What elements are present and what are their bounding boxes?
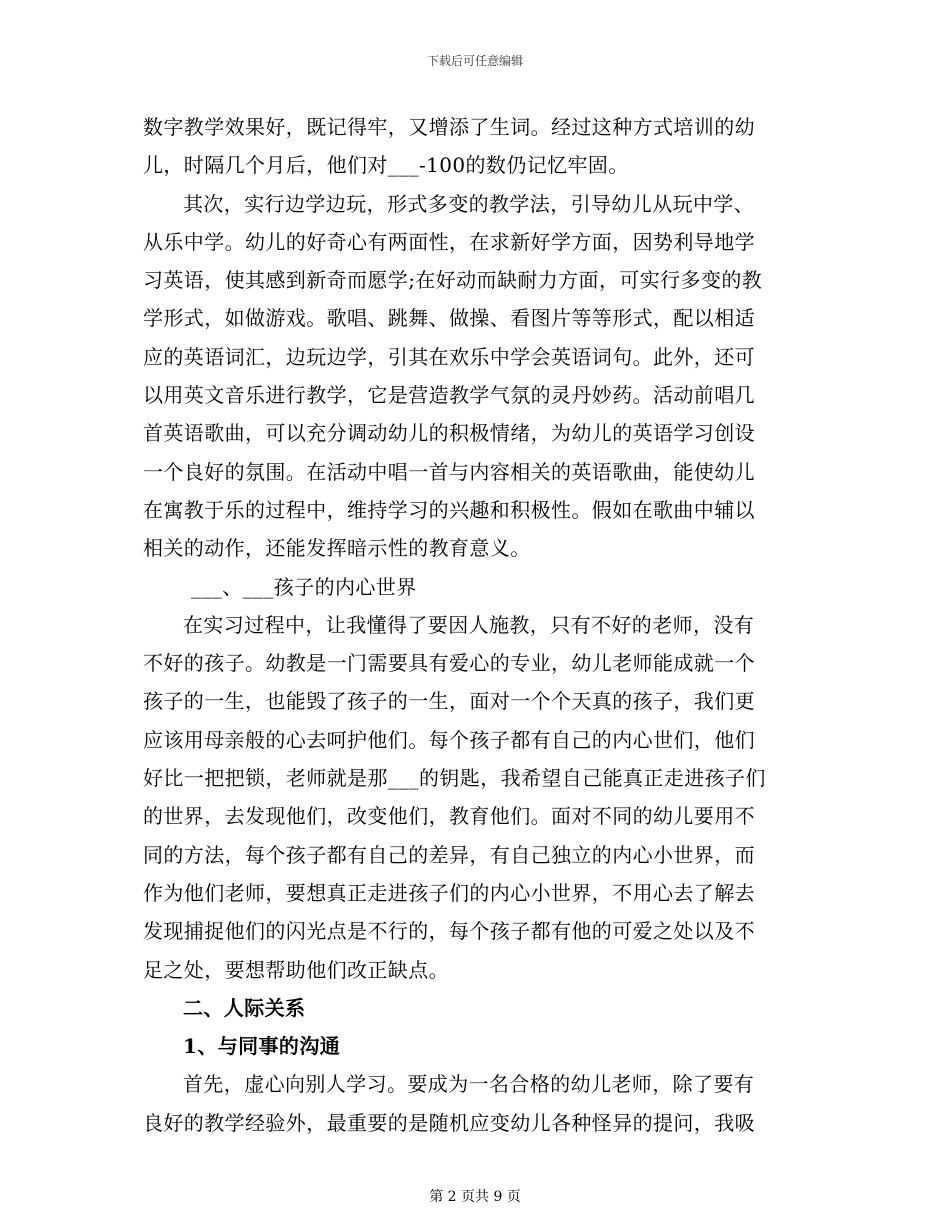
text-line: 以用英文音乐进行教学，它是营造教学气氛的灵丹妙药。活动前唱几 [143,383,755,408]
text-line: 从乐中学。幼儿的好奇心有两面性，在求新好学方面，因势利导地学 [143,229,755,254]
text-line: 习英语，使其感到新奇而愿学;在好动而缺耐力方面，可实行多变的教 [143,268,763,293]
text-line: 不好的孩子。幼教是一门需要具有爱心的专业，幼儿老师能成就一个 [143,651,755,676]
text-line: 在实习过程中，让我懂得了要因人施教，只有不好的老师，没有 [183,612,755,637]
text-line: 一个良好的氛围。在活动中唱一首与内容相关的英语歌曲，能使幼儿 [143,459,755,484]
text-line: 的世界，去发现他们，改变他们，教育他们。面对不同的幼儿要用不 [143,804,755,829]
section-subheading: ___、___孩子的内心世界 [191,574,417,599]
text-line: 相关的动作，还能发挥暗示性的教育意义。 [143,536,531,561]
document-body [143,108,805,1142]
text-line: 发现捕捉他们的闪光点是不行的，每个孩子都有他的可爱之处以及不 [143,919,755,944]
text-line: 首先，虚心向别人学习。要成为一名合格的幼儿老师，除了要有 [183,1072,755,1097]
text-line: 作为他们老师，要想真正走进孩子们的内心小世界，不用心去了解去 [143,880,755,905]
text-line: 好比一把把锁，老师就是那___的钥匙，我希望自己能真正走进孩子们 [143,766,766,791]
text-line: 孩子的一生，也能毁了孩子的一生，面对一个个天真的孩子，我们更 [143,689,755,714]
text-line: 首英语歌曲，可以充分调动幼儿的积极情绪，为幼儿的英语学习创设 [143,421,755,446]
text-line: 应的英语词汇，边玩边学，引其在欢乐中学会英语词句。此外，还可 [143,344,755,369]
text-line: 足之处，要想帮助他们改正缺点。 [143,957,449,982]
text-line: 数字教学效果好，既记得牢，又增添了生词。经过这种方式培训的幼 [143,115,755,139]
text-line: 在寓教于乐的过程中，维持学习的兴趣和积极性。假如在歌曲中辅以 [143,497,755,522]
page-footer: 第 2 页共 9 页 [429,1189,521,1205]
text-line: 同的方法，每个孩子都有自己的差异，有自己独立的内心小世界，而 [143,842,755,867]
text-line: 其次，实行边学边玩，形式多变的教学法，引导幼儿从玩中学、 [183,191,755,216]
text-line: 应该用母亲般的心去呵护他们。每个孩子都有自己的内心世们，他们 [143,727,755,752]
section-heading: 二、人际关系 [183,995,306,1020]
text-line: 良好的教学经验外，最重要的是随机应变幼儿各种怪异的提问，我吸 [143,1110,755,1135]
subsection-heading: 1、与同事的沟通 [183,1034,341,1059]
text-line: 儿，时隔几个月后，他们对___-100的数仍记忆牢固。 [143,153,629,178]
page-header: 下载后可任意编辑 [426,54,523,68]
text-line: 学形式，如做游戏。歌唱、跳舞、做操、看图片等等形式，配以相适 [143,306,755,331]
